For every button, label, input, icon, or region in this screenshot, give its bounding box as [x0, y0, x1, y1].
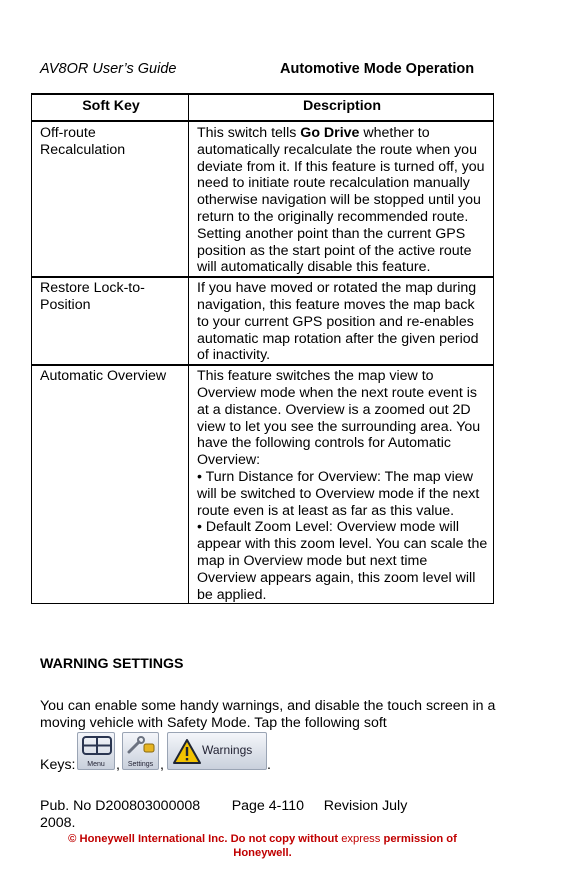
description-bullet: • Turn Distance for Overview: The map view will be switched to Overview mode if the next route even is at least as far as this value.: [197, 468, 480, 519]
soft-key-description: If you have moved or rotated the map during navigation, this feature moves the map back to your current GPS position and re-enables automatic map rotation after the given period of inactivity.: [189, 277, 494, 365]
column-header-soft-key: Soft Key: [32, 94, 189, 121]
period: .: [267, 757, 271, 773]
soft-key-name: Automatic Overview: [32, 365, 189, 604]
description-bullet: • Default Zoom Level: Overview mode will appear with this zoom level. You can scale the map in Overview mode but next time Overview appears again, this zoom level will be applied.: [197, 519, 488, 603]
settings-icon-caption: Settings: [127, 761, 154, 768]
separator: ,: [160, 757, 164, 773]
table-row: [32, 365, 494, 604]
revision-year: 2008.: [40, 815, 76, 831]
section-body: You can enable some handy warnings, and disable the touch screen in a moving vehicle with Safety Mode. Tap the following soft: [40, 698, 496, 731]
revision-date: Revision July: [323, 798, 408, 814]
publication-number: Pub. No D200803000008: [40, 798, 201, 814]
soft-key-description: This switch tells Go Drive whether to automatically recalculate the route when you deviate from it. If this feature is turned off, you need to initiate route recalculation manually otherwise navigation will be stopped until you return to the originally recommended route. Setting another point than the current GPS position as the start point of the active route will automatically disable this feature.: [189, 121, 494, 277]
soft-key-name: Off-route Recalculation: [32, 121, 189, 277]
table-row: [32, 121, 494, 277]
header-guide-title: AV8OR User’s Guide: [40, 61, 177, 77]
footer: [40, 798, 407, 832]
table-row: [32, 277, 494, 365]
settings-icon: [122, 732, 159, 770]
column-header-description: Description: [189, 94, 494, 121]
warning-icon-caption: Warnings: [202, 743, 253, 757]
warning-icon: [167, 732, 267, 770]
copyright-notice: © Honeywell International Inc. Do not copy without express permission of Honeywell.: [68, 833, 457, 859]
soft-key-name: Restore Lock-to-Position: [32, 277, 189, 365]
separator: ,: [116, 757, 120, 773]
page-number: Page 4-110: [231, 798, 304, 814]
description-intro: This feature switches the map view to Overview mode when the next route event is at a distance. Overview is a zoomed out 2D view to let you see the surrounding area. You have the following controls for Automatic Overview:: [197, 368, 481, 469]
keys-label: Keys:: [40, 757, 76, 773]
soft-key-table: [31, 93, 494, 604]
menu-icon: [77, 732, 115, 770]
menu-icon-caption: Menu: [87, 761, 105, 768]
header-section-title: Automotive Mode Operation: [280, 61, 475, 77]
soft-key-description: [189, 365, 494, 604]
section-title: WARNING SETTINGS: [40, 656, 184, 672]
